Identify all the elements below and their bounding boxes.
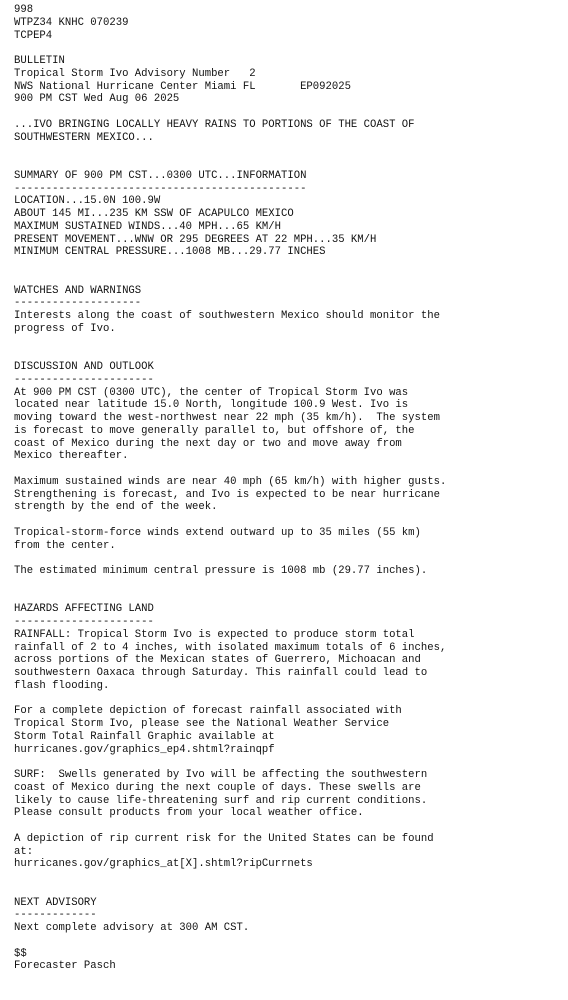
text-line: RAINFALL: Tropical Storm Ivo is expected to produce storm total — [14, 628, 415, 641]
text-line: at: — [14, 845, 34, 858]
text-line: NEXT ADVISORY — [14, 896, 97, 909]
text-line: ---------------------- — [14, 373, 154, 386]
blank-line — [14, 871, 554, 884]
text-line: Tropical-storm-force winds extend outward up to 35 miles (55 km) — [14, 526, 421, 539]
text-line: MINIMUM CENTRAL PRESSURE...1008 MB...29.77 INCHES — [14, 246, 326, 259]
text-line: SOUTHWESTERN MEXICO... — [14, 131, 154, 144]
blank-line — [14, 144, 554, 157]
text-line: DISCUSSION AND OUTLOOK — [14, 361, 154, 373]
text-line: southwestern Oaxaca through Saturday. This rainfall could lead to — [14, 667, 428, 679]
text-line: 900 PM CST Wed Aug 06 2025 — [14, 93, 180, 106]
text-line: -------------------- — [14, 297, 142, 310]
text-line: ...IVO BRINGING LOCALLY HEAVY RAINS TO PORTIONS OF THE COAST OF — [14, 118, 415, 131]
text-line: likely to cause life-threatening surf and rip current conditions. — [14, 794, 428, 807]
text-line: coast of Mexico during the next day or two and move away from — [14, 437, 402, 450]
blank-line — [14, 106, 554, 119]
text-line: ------------- — [14, 909, 97, 922]
text-line: flash flooding. — [14, 679, 110, 692]
text-line: Tropical Storm Ivo, please see the National Weather Service — [14, 718, 390, 730]
text-line: moving toward the west-northwest near 22 mph (35 km/h). The system — [14, 412, 440, 424]
text-line: 998 — [14, 4, 34, 16]
text-line: PRESENT MOVEMENT...WNW OR 295 DEGREES AT 22 MPH...35 KM/H — [14, 233, 377, 246]
text-line: SUMMARY OF 900 PM CST...0300 UTC...INFORMATION — [14, 169, 307, 182]
blank-line — [14, 463, 554, 476]
blank-line — [14, 514, 554, 527]
text-line: Next complete advisory at 300 AM CST. — [14, 922, 250, 934]
text-line: Please consult products from your local weather office. — [14, 807, 364, 820]
text-line: Interests along the coast of southwestern Mexico should monitor the — [14, 310, 440, 322]
text-line: $$ — [14, 947, 27, 960]
text-line: WTPZ34 KNHC 070239 — [14, 16, 129, 29]
text-line: A depiction of rip current risk for the United States can be found — [14, 832, 434, 845]
text-line: MAXIMUM SUSTAINED WINDS...40 MPH...65 KM/H — [14, 220, 282, 233]
text-line: coast of Mexico during the next couple of days. These swells are — [14, 781, 421, 794]
blank-line — [14, 42, 554, 55]
text-line: NWS National Hurricane Center Miami FL EP092025 — [14, 80, 351, 93]
text-line: hurricanes.gov/graphics_at[X].shtml?ripCurrnets — [14, 858, 313, 871]
text-line: Tropical Storm Ivo Advisory Number 2 — [14, 67, 256, 80]
blank-line — [14, 591, 554, 604]
blank-line — [14, 693, 554, 706]
text-line: located near latitude 15.0 North, longitude 100.9 West. Ivo is — [14, 399, 409, 412]
text-line: ---------------------------------------------- — [14, 182, 307, 195]
blank-line — [14, 336, 554, 349]
text-line: across portions of the Mexican states of Guerrero, Michoacan and — [14, 654, 421, 667]
text-line: Storm Total Rainfall Graphic available at — [14, 730, 275, 743]
text-line: is forecast to move generally parallel to, but offshore of, the — [14, 424, 415, 437]
blank-line — [14, 820, 554, 833]
blank-line — [14, 552, 554, 565]
blank-line — [14, 935, 554, 948]
text-line: The estimated minimum central pressure is 1008 mb (29.77 inches). — [14, 565, 428, 577]
text-line: Maximum sustained winds are near 40 mph (65 km/h) with higher gusts. — [14, 475, 447, 488]
text-line: LOCATION...15.0N 100.9W — [14, 195, 161, 208]
text-line: from the center. — [14, 539, 116, 552]
text-line: Mexico thereafter. — [14, 450, 129, 463]
text-line: progress of Ivo. — [14, 322, 116, 335]
blank-line — [14, 578, 554, 591]
blank-line — [14, 272, 554, 285]
text-line: rainfall of 2 to 4 inches, with isolated maximum totals of 6 inches, — [14, 641, 447, 654]
text-line: Forecaster Pasch — [14, 960, 116, 973]
text-line: ---------------------- — [14, 616, 154, 628]
blank-line — [14, 259, 554, 272]
blank-line — [14, 348, 554, 361]
blank-line — [14, 756, 554, 769]
text-line: hurricanes.gov/graphics_ep4.shtml?rainqpf — [14, 743, 275, 756]
blank-line — [14, 157, 554, 170]
text-line: strength by the end of the week. — [14, 501, 218, 514]
blank-line — [14, 884, 554, 897]
text-line: ABOUT 145 MI...235 KM SSW OF ACAPULCO MEXICO — [14, 208, 294, 220]
text-line: At 900 PM CST (0300 UTC), the center of Tropical Storm Ivo was — [14, 386, 409, 399]
text-line: HAZARDS AFFECTING LAND — [14, 603, 154, 616]
text-line: TCPEP4 — [14, 29, 53, 42]
text-line: BULLETIN — [14, 55, 65, 67]
text-line: Strengthening is forecast, and Ivo is expected to be near hurricane — [14, 488, 440, 501]
text-line: SURF: Swells generated by Ivo will be affecting the southwestern — [14, 769, 428, 781]
text-line: WATCHES AND WARNINGS — [14, 284, 142, 297]
text-line: For a complete depiction of forecast rainfall associated with — [14, 705, 402, 718]
